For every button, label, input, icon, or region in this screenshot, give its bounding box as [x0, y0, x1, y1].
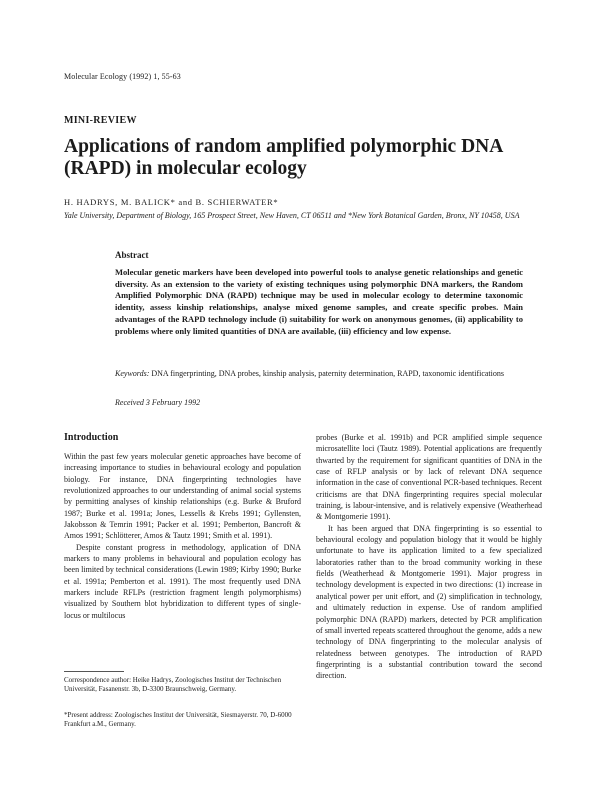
keywords-text: DNA fingerprinting, DNA probes, kinship analysis, paternity determination, RAPD, taxonomic identifications [151, 369, 504, 378]
paragraph: probes (Burke et al. 1991b) and PCR amplified simple sequence microsatellite loci (Tautz 1989). Potential applications are frequently thwarted by the requirement for significant quantities of DNA in the case of RFLP analysis or by lack of relevant DNA sequence information in the case of conventional PCR-based techniques. Recent criticisms are that DNA fingerprinting requires special molecular training, is labour-intensive, and is relatively expensive (Weatherhead & Montgomerie 1991). [316, 433, 542, 522]
article-title: Applications of random amplified polymorphic DNA (RAPD) in molecular ecology [64, 136, 503, 179]
received-date: Received 3 February 1992 [115, 398, 201, 407]
keywords-label: Keywords: [115, 369, 150, 378]
keywords [115, 368, 523, 380]
author-list: H. HADRYS, M. BALICK* and B. SCHIERWATER* [64, 197, 279, 207]
right-column [316, 432, 542, 682]
abstract-text: Molecular genetic markers have been developed into powerful tools to analyse genetic relationships and genetic diversity. As an extension to the variety of existing techniques using polymorphic DNA markers, the Random Amplified Polymorphic DNA (RAPD) technique may be used in molecular ecology to determine taxonomic identity, assess kinship relationships, analyse mixed genome samples, and create specific probes. Main advantages of the RAPD technology include (i) suitability for work on anonymous genomes, (ii) applicability to problems where only limited quantities of DNA are available, (iii) efficiency and low expense. [115, 267, 523, 336]
footnote-correspondence: Correspondence author: Heike Hadrys, Zoologisches Institut der Technischen Universität, Fasanenstr. 3b, D-3300 Braunschweig, Germany. [64, 676, 282, 693]
footnote-divider [64, 671, 124, 672]
paragraph: It has been argued that DNA fingerprinting is so essential to behavioural ecology and population biology that it would be highly unfortunate to have its application limited to a few specialized laboratories rather than to the broad community working in these fields (Weatherhead & Montgomerie 1991). Major progress in technology development is expected in two directions: (1) increase in analytical power per unit effort, and (2) simplification in technology, and ultimately reduction in expense. Use of random amplified polymorphic DNA (RAPD) markers, detected by PCR amplification of small inverted repeats scattered throughout the genome, adds a new technology of DNA fingerprinting to the molecular analysis of relatedness between genotypes. The introduction of RAPD fingerprinting is a substantial contribution toward the second direction. [316, 523, 542, 681]
abstract-heading: Abstract [115, 250, 149, 260]
journal-citation: Molecular Ecology (1992) 1, 55-63 [64, 72, 181, 81]
paragraph: Within the past few years molecular genetic approaches have become of increasing importance to studies in behavioural ecology and population biology. For instance, DNA fingerprinting technologies have revolutionized approaches to our understanding of animal social systems by permitting analyses of kinship relationships (e.g. Burke & Bruford 1987; Burke et al. 1991a; Jones, Lessells & Krebs 1991; Gyllensten, Jakobsson & Temrin 1991; Packer et al. 1991; Pemberton, Bancroft & Amos 1991; Schlötterer, Amos & Tautz 1991; Smith et al. 1991). [64, 452, 301, 541]
section-label: MINI-REVIEW [64, 115, 137, 126]
left-column [64, 451, 301, 621]
author-affiliation: Yale University, Department of Biology, 165 Prospect Street, New Haven, CT 06511 and *New York Botanical Garden, Bronx, NY 10458, USA [64, 211, 520, 220]
introduction-heading: Introduction [64, 432, 119, 443]
paragraph: Despite constant progress in methodology, application of DNA markers to many problems in behavioural and population ecology has been limited by technical considerations (Lewin 1989; Kirby 1990; Burke et al. 1991a; Pemberton et al. 1991). The most frequently used DNA markers include RFLPs (restriction fragment length polymorphisms) visualized by Southern blot hybridization to different types of single-locus or multilocus [64, 542, 301, 620]
footnote-present-address: *Present address: Zoologisches Institut der Universität, Siesmayerstr. 70, D-6000 Frankfurt a.M., Germany. [64, 711, 292, 728]
